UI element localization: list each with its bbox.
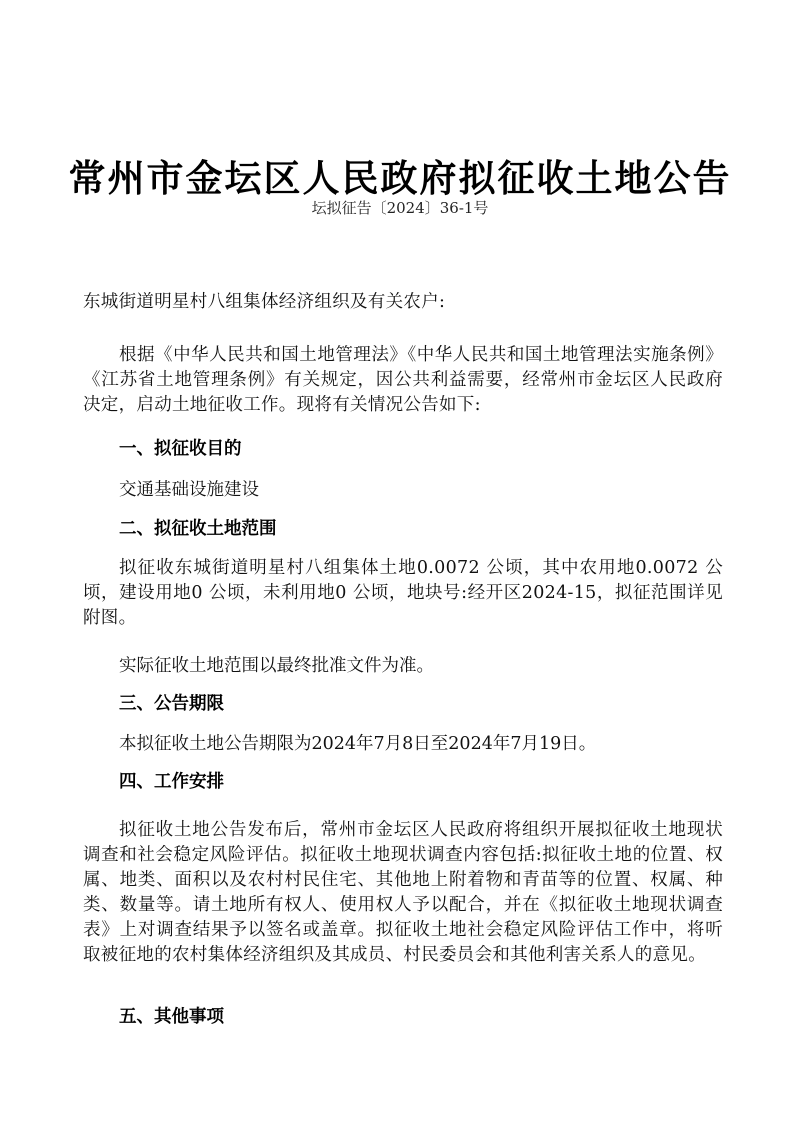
addressee: 东城街道明星村八组集体经济组织及有关农户: [83,292,446,312]
section-3-text: 本拟征收土地公告期限为2024年7月8日至2024年7月19日。 [119,734,597,754]
section-2-heading: 二、拟征收土地范围 [119,519,277,539]
section-4-paragraph: 拟征收土地公告发布后，常州市金坛区人民政府将组织开展拟征收土地现状调查和社会稳定风险评估。拟征收土地现状调查内容包括:拟征收土地的位置、权属、地类、面积以及农村村民住宅、其他地上附着物和青苗等的位置、权属、种类、数量等。请土地所有权人、使用权人予以配合，并在《拟征收土地现状调查表》上对调查结果予以签名或盖章。拟征收土地社会稳定风险评估工作中，将听取被征地的农村集体经济组织及其成员、村民委员会和其他利害关系人的意见。 [83,820,723,965]
section-2-paragraph-1: 拟征收东城街道明星村八组集体土地0.0072 公顷，其中农用地0.0072 公顷，建设用地0 公顷，未利用地0 公顷，地块号:经开区2024-15，拟征范围详见附图。 [83,558,723,628]
section-1-heading: 一、拟征收目的 [119,439,242,459]
intro-paragraph: 根据《中华人民共和国土地管理法》《中华人民共和国土地管理法实施条例》《江苏省土地管理条例》有关规定，因公共利益需要，经常州市金坛区人民政府决定，启动土地征收工作。现将有关情况公告如下: [83,345,723,415]
section-3-heading: 三、公告期限 [119,694,224,714]
section-5-heading: 五、其他事项 [119,1007,224,1027]
section-4-heading: 四、工作安排 [119,772,224,792]
document-title: 常州市金坛区人民政府拟征收土地公告 [68,157,732,200]
section-1-text: 交通基础设施建设 [119,480,259,500]
section-2-paragraph-2: 实际征收土地范围以最终批准文件为准。 [119,656,434,676]
document-number: 坛拟征告〔2024〕36-1号 [311,199,489,217]
